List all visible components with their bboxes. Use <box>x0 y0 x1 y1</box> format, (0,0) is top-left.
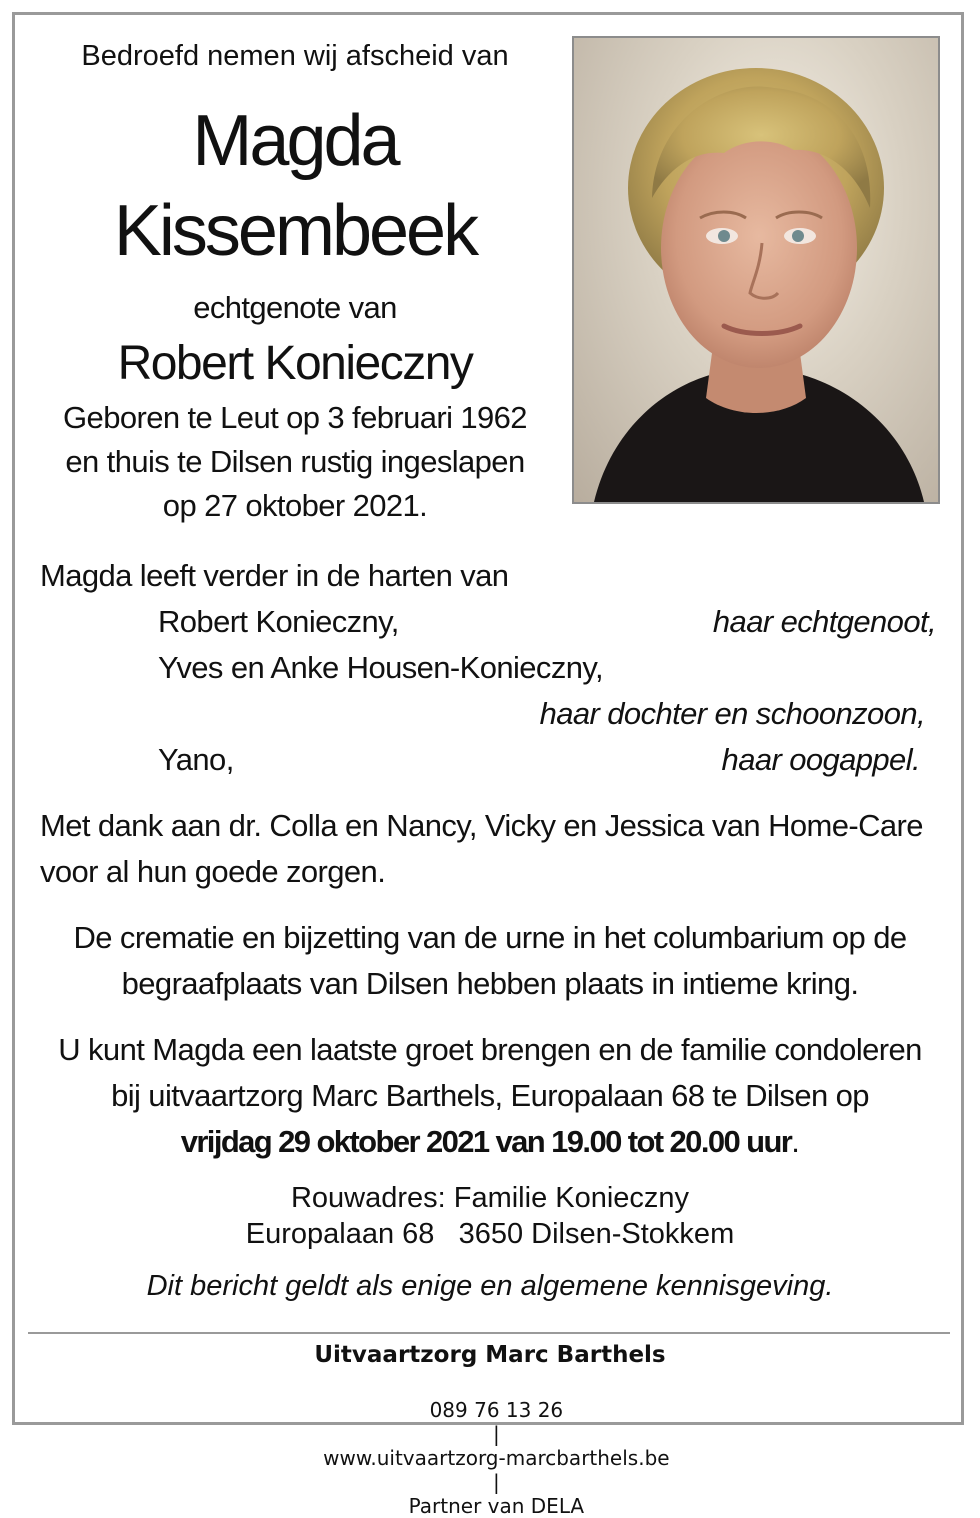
visit-line-2: bij uitvaartzorg Marc Barthels, Europalaan 68 te Dilsen op <box>111 1078 869 1113</box>
footer-company: Uitvaartzorg Marc Barthels <box>314 1342 666 1368</box>
deceased-first-name: Magda <box>192 101 398 181</box>
notice-text: Dit bericht geldt als enige en algemene kennisgeving. <box>146 1270 834 1302</box>
footer-website-link[interactable]: www.uitvaartzorg-marcbarthels.be <box>323 1446 670 1470</box>
footer-separator-2: | <box>492 1470 500 1494</box>
address-line-2: Europalaan 68 3650 Dilsen-Stokkem <box>245 1218 735 1250</box>
footer-separator-1: | <box>492 1422 500 1446</box>
thanks-line-2: voor al hun goede zorgen. <box>40 854 386 889</box>
deceased-last-name: Kissembeek <box>113 191 477 271</box>
visit-when-line <box>20 1124 960 1160</box>
address-line-1: Rouwadres: Familie Konieczny <box>290 1182 690 1214</box>
portrait-illustration <box>574 38 938 502</box>
family-relation-3: haar oogappel. <box>721 742 920 777</box>
family-relation-1: haar echtgenoot, <box>712 604 936 639</box>
family-relation-2: haar dochter en schoonzoon, <box>539 696 925 731</box>
family-name-1: Robert Konieczny, <box>158 604 399 639</box>
spouse-name: Robert Konieczny <box>117 337 473 390</box>
lives-on-text: Magda leeft verder in de harten van <box>40 558 509 593</box>
cremation-line-1: De crematie en bijzetting van de urne in het columbarium op de <box>73 920 907 955</box>
footer-phone: 089 76 13 26 <box>429 1398 564 1422</box>
family-name-3: Yano, <box>158 742 234 777</box>
portrait-photo <box>572 36 940 504</box>
visit-when-period: . <box>791 1124 800 1159</box>
footer-contact <box>20 1374 960 1518</box>
visit-line-1: U kunt Magda een laatste groet brengen en de familie condoleren <box>58 1032 922 1067</box>
born-line: Geboren te Leut op 3 februari 1962 <box>63 400 527 435</box>
died-line-1: en thuis te Dilsen rustig ingeslapen <box>65 444 525 479</box>
spouse-label: echtgenote van <box>193 290 397 325</box>
family-name-2: Yves en Anke Housen-Konieczny, <box>158 650 603 685</box>
footer-partner: Partner van DELA <box>408 1494 585 1518</box>
thanks-line-1: Met dank aan dr. Colla en Nancy, Vicky en Jessica van Home-Care <box>40 808 923 843</box>
died-line-2: op 27 oktober 2021. <box>162 488 428 523</box>
cremation-line-2: begraafplaats van Dilsen hebben plaats in intieme kring. <box>121 966 859 1001</box>
visit-when: vrijdag 29 oktober 2021 van 19.00 tot 20.00 uur <box>180 1124 792 1159</box>
footer-divider <box>28 1332 950 1334</box>
intro-text: Bedroefd nemen wij afscheid van <box>81 40 509 72</box>
